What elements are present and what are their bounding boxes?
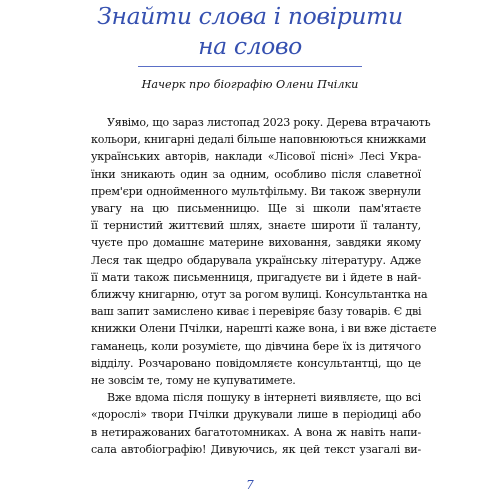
- text-line: кольори, книгарні дедалі більше наповнюються книжками: [91, 133, 427, 147]
- text-line: Уявімо, що зараз листопад 2023 року. Дерева втрачають: [107, 116, 431, 129]
- text-line: гаманець, коли розумієте, що дівчина бере їх із дитячого: [91, 339, 421, 353]
- text-line: в нетиражованих багатотомниках. А вона ж навіть напи-: [91, 425, 421, 439]
- text-line: ваш запит замислено киває і перевіряє базу товарів. Є дві: [91, 305, 422, 319]
- text-line: її мати також письменниця, пригадуєте ви і йдете в най-: [91, 270, 421, 284]
- paragraph-2: [91, 389, 421, 458]
- text-line: прем'єри однойменного мультфільму. Ви також звернули: [91, 184, 421, 198]
- text-line: українських авторів, наклади «Лісової пісні» Лесі Укра-: [91, 150, 421, 164]
- chapter-subtitle: Начерк про біографію Олени Пчілки: [141, 78, 359, 91]
- chapter-title-line-1: Знайти слова і повірити: [97, 2, 403, 30]
- chapter-title-line-2: на слово: [198, 32, 302, 60]
- title-divider: [138, 66, 362, 67]
- text-line: ближчу книгарню, отут за рогом вулиці. Консультантка на: [91, 288, 428, 302]
- text-line: Леся так щедро обдарувала українську літературу. Адже: [91, 253, 421, 267]
- text-line: їнки зникають один за одним, особливо після славетної: [91, 167, 421, 181]
- text-line: чуєте про домашнє материне виховання, завдяки якому: [91, 236, 421, 250]
- text-line: Вже вдома після пошуку в інтернеті виявляєте, що всі: [107, 391, 421, 405]
- text-line: книжки Олени Пчілки, нарешті каже вона, і ви вже дістаєте: [91, 322, 437, 336]
- text-line: відділу. Розчаровано повідомляєте консультантці, що це: [91, 356, 421, 370]
- page-number: 7: [246, 478, 254, 492]
- text-line: увагу на цю письменницю. Ще зі школи пам'ятаєте: [91, 202, 421, 216]
- text-line: не зовсім те, тому не купуватимете.: [91, 374, 296, 388]
- paragraph-1: [91, 114, 437, 389]
- chapter-title: [60, 1, 440, 61]
- body-text: [91, 114, 437, 458]
- text-line: «дорослі» твори Пчілки друкували лише в періодиці або: [91, 408, 421, 422]
- text-line: сала автобіографію! Дивуючись, як цей текст узагалі ви-: [91, 442, 421, 456]
- text-line: її тернистий життєвий шлях, знаєте широти її таланту,: [91, 219, 421, 233]
